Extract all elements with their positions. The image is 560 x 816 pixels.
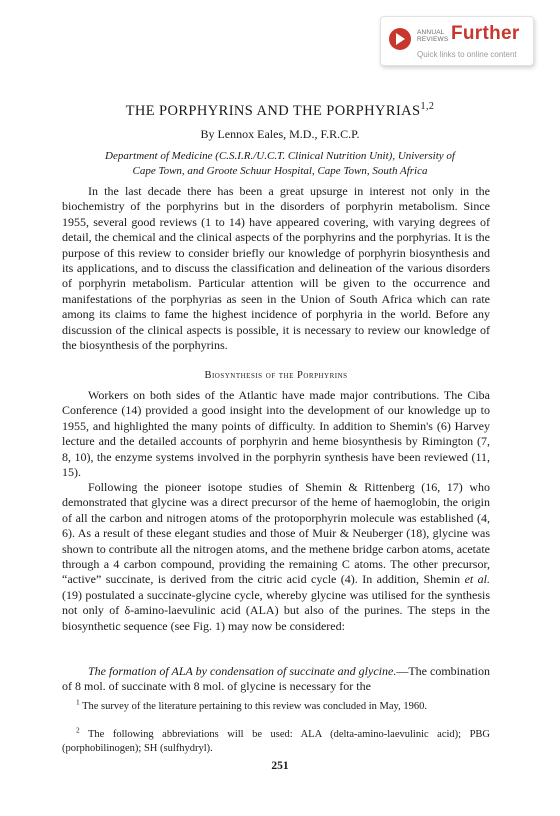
intro-paragraph: In the last decade there has been a great upsurge in interest not only in the biochemistry of the porphyrins but in the disorders of porphyrin metabolism. Since 1955, several good reviews (1 to 14) have appeared covering, with varying degrees of detail, the chemical and the clinical aspects of the porphyrins and the porphyrias. It is the purpose of this review to consider briefly our knowledge of porphyrin biosynthesis and its applications, and to discuss the classification and delineation of the various disorders of porphyrin metabolism. Particular attention will be given to the occurrence and manifestations of the porphyrias as seen in the Union of South Africa which can rate among its claims to fame the highest incidence of porphyria in the world. Before any discussion of the clinical aspects is possible, it is necessary to review our knowledge of the biosynthesis of the porphyrins. xyxy=(62,184,490,353)
paragraph-isotope-studies: Following the pioneer isotope studies of Shemin & Rittenberg (16, 17) who demonstrated that glycine was a direct precursor of the heme of haemoglobin, the origin of all the carbon and nitrogen atoms of the protoporphyrin molecule was established (4, 6). As a result of these elegant studies and those of Muir & Neuberger (18), glycine was shown to contribute all the nitrogen atoms, and the methene bridge carbon atoms, acetate through a 4 carbon compound, providing the remaining C atoms. The other precursor, “active” succinate, is derived from the citric acid cycle (4). In addition, Shemin et al. (19) postulated a succinate-glycine cycle, whereby glycine was utilised for the synthesis not only of δ-amino-laevulinic acid (ALA) but also of the purines. The steps in the biosynthetic sequence (see Fig. 1) may now be considered: xyxy=(62,480,490,633)
author-line: By Lennox Eales, M.D., F.R.C.P. xyxy=(200,127,360,141)
article-title: THE PORPHYRINS AND THE PORPHYRIAS$^{1,2}$ xyxy=(125,101,435,119)
footnote-1: $^1$ The survey of the literature pertaining to this review was concluded in May, 1960. xyxy=(76,697,427,712)
paragraph-ala-formation: The formation of ALA by condensation of succinate and glycine.—The combination of 8 mol. of succinate with 8 mol. of glycine is necessary for the xyxy=(62,664,490,694)
runin-heading: The formation of ALA by condensation of succinate and glycine. xyxy=(88,664,397,678)
paragraph-contributions: Workers on both sides of the Atlantic have made major contributions. The Ciba Conference (14) provided a good insight into the development of our knowledge up to 1955, and highlighted the many points of difficulty. In addition to Shemin's (6) Harvey lecture and the detailed accounts of porphyrin and heme biosynthesis by Rimington (7, 8, 10), the enzyme systems involved in the porphyrin synthesis have been reviewed (11, 15). xyxy=(62,388,490,480)
page-number: 251 xyxy=(271,760,289,772)
further-subtitle: Quick links to online content xyxy=(417,50,517,59)
affiliation: Department of Medicine (C.S.I.R./U.C.T. Clinical Nutrition Unit), University of Cape Town, and Groote Schuur Hospital, Cape Town, South Africa xyxy=(105,150,455,177)
annual-reviews-logo-text: ANNUAL REVIEWS xyxy=(417,29,449,43)
footnote-2: $^2$ The following abbreviations will be used: ALA (delta-amino-laevulinic acid); PBG (porphobilinogen); SH (sulfhydryl). xyxy=(62,725,490,754)
further-title: Further xyxy=(451,23,520,44)
title-footnote-marks: 1,2 xyxy=(420,101,435,113)
section-heading: Biosynthesis of the Porphyrins xyxy=(204,370,348,381)
